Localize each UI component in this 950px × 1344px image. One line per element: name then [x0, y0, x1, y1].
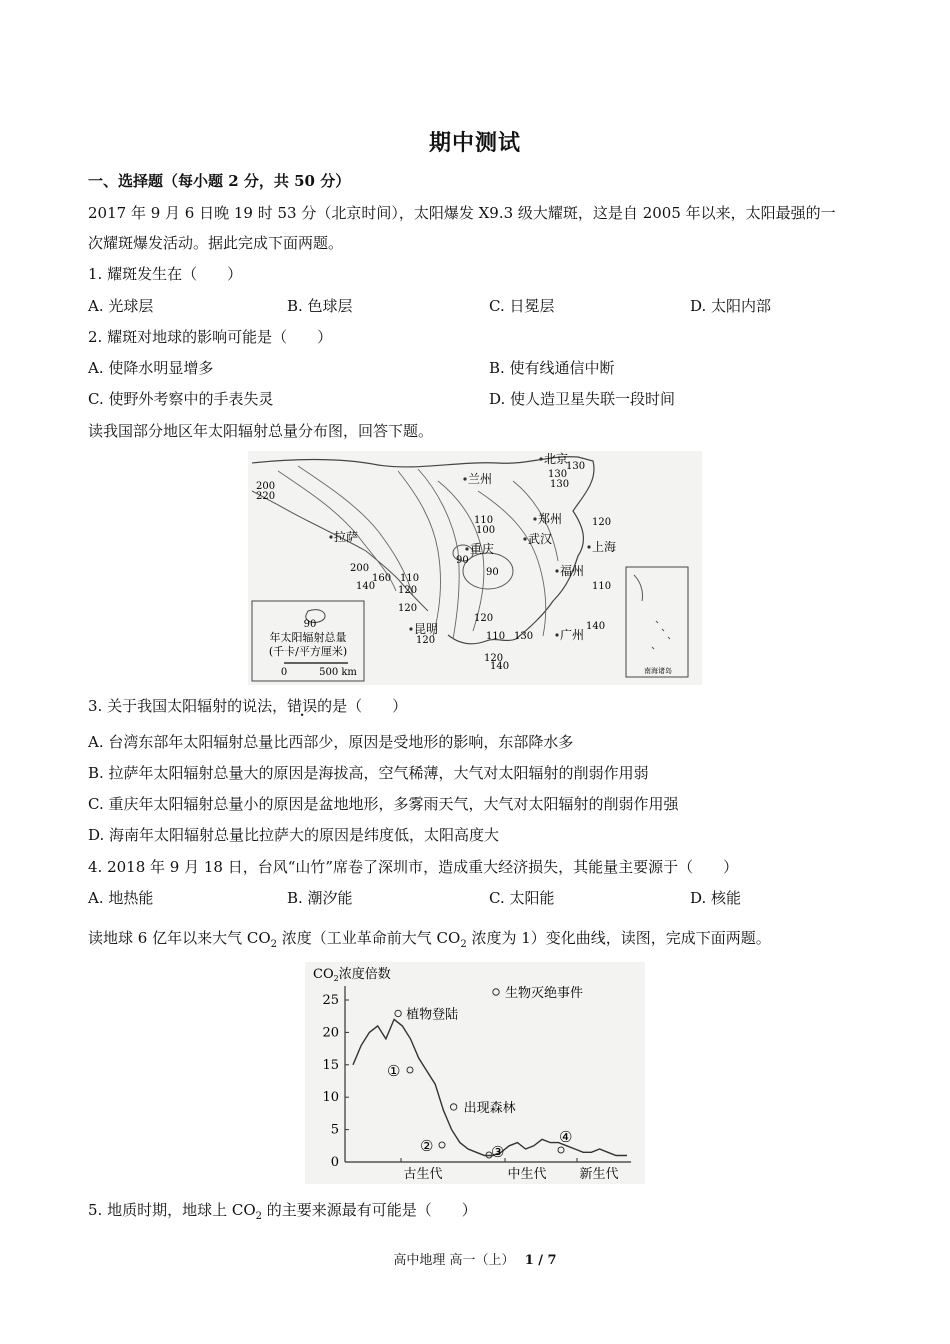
- map-contour-label: 140: [490, 661, 510, 672]
- map-contour-label: 160: [372, 573, 392, 584]
- option-b[interactable]: B. 使有线通信中断: [489, 359, 615, 377]
- marker-3: ③: [491, 1143, 505, 1161]
- question-5-stem: [88, 1200, 477, 1227]
- intro3-part1: 读地球 6 亿年以来大气 CO: [88, 929, 271, 947]
- scale-value: 500 km: [319, 667, 357, 678]
- section-heading: 一、选择题（每小题 2 分，共 50 分）: [88, 172, 351, 190]
- q5-sub: 2: [255, 1211, 262, 1222]
- map-contour-label: 130: [566, 461, 586, 472]
- annotation-forest: 出现森林: [463, 1100, 516, 1116]
- y-axis-label: $CO_2$浓度倍数: [313, 967, 391, 983]
- map-city-dot: [465, 547, 468, 550]
- map-city-dot: [329, 535, 332, 538]
- x-tick-label: 古生代: [403, 1167, 443, 1182]
- map-contour-label: 100: [476, 525, 496, 536]
- stem-prefix: 3. 关于我国太阳辐射的说法，: [88, 697, 288, 715]
- map-city-label: 郑州: [538, 512, 563, 526]
- question-1-stem: 1. 耀斑发生在（ ）: [88, 265, 243, 283]
- map-contour-label: 120: [398, 585, 418, 596]
- map-contour-label: 110: [474, 515, 494, 526]
- option-c[interactable]: C. 太阳能: [489, 889, 555, 907]
- intro-text-3: [88, 928, 771, 955]
- legend-label-1: 年太阳辐射总量: [269, 631, 347, 644]
- y-tick-label: 10: [322, 1090, 339, 1106]
- stem-suffix: 的是（ ）: [317, 697, 408, 715]
- y-tick-label: 5: [330, 1122, 339, 1138]
- map-contour-label: 130: [514, 631, 534, 642]
- question-4-stem: 4. 2018 年 9 月 18 日，台风“山竹”席卷了深圳市，造成重大经济损失，其能量主要源于（ ）: [88, 858, 739, 876]
- map-city-label: 兰州: [468, 472, 493, 486]
- x-tick-label: 中生代: [507, 1167, 547, 1182]
- map-city-label: 福州: [560, 564, 585, 578]
- y-tick-label: 25: [322, 993, 339, 1008]
- intro3-sub2: 2: [460, 939, 467, 950]
- map-city-label: 广州: [560, 628, 585, 642]
- map-contour-label: 120: [474, 613, 494, 624]
- option-a[interactable]: A. 使降水明显增多: [88, 359, 214, 377]
- intro3-sub1: 2: [270, 939, 277, 950]
- question-2-options-row1: [88, 358, 868, 378]
- inset-label: 南海诸岛: [644, 667, 672, 675]
- option-d[interactable]: D. 使人造卫星失联一段时间: [489, 390, 676, 408]
- intro3-part3: 浓度为 1）变化曲线，读图，完成下面两题。: [466, 929, 771, 947]
- co2-chart: [305, 962, 645, 1184]
- map-city-label: 昆明: [414, 622, 439, 636]
- y-tick-label: 20: [322, 1025, 339, 1041]
- x-tick-label: 新生代: [579, 1167, 619, 1182]
- intro-text-1: 2017 年 9 月 6 日晚 19 时 53 分（北京时间），太阳爆发 X9.3 级大耀斑，这是自 2005 年以来，太阳最强的一: [88, 204, 836, 222]
- y-tick-label: 15: [322, 1057, 339, 1073]
- question-3-stem: [88, 696, 407, 716]
- map-city-label: 重庆: [470, 542, 495, 556]
- map-city-dot: [587, 545, 590, 548]
- option-c[interactable]: C. 重庆年太阳辐射总量小的原因是盆地地形，多雾雨天气，大气对太阳辐射的削弱作用强: [88, 795, 679, 813]
- map-city-label: 北京: [544, 452, 569, 466]
- map-city-dot: [523, 537, 526, 540]
- map-contour-label: 120: [484, 653, 504, 664]
- map-city-dot: [533, 517, 536, 520]
- map-contour-label: 120: [398, 603, 418, 614]
- map-contour-label: 140: [356, 581, 376, 592]
- map-contour-label: 120: [416, 635, 436, 646]
- page-title: 期中测试: [428, 130, 521, 156]
- option-c[interactable]: C. 日冕层: [489, 297, 555, 315]
- map-city-dot: [555, 633, 558, 636]
- map-city-label: 拉萨: [334, 530, 359, 544]
- option-b[interactable]: B. 拉萨年太阳辐射总量大的原因是海拔高，空气稀薄，大气对太阳辐射的削弱作用弱: [88, 764, 649, 782]
- marker-1: ①: [387, 1062, 401, 1080]
- option-d[interactable]: D. 核能: [690, 889, 742, 907]
- q5-part1: 5. 地质时期，地球上 CO: [88, 1201, 256, 1219]
- map-svg: [248, 451, 702, 685]
- map-city-dot: [463, 477, 466, 480]
- intro-text-2: 读我国部分地区年太阳辐射总量分布图，回答下题。: [88, 422, 434, 440]
- map-contour-label: 110: [400, 573, 420, 584]
- question-2-options-row2: [88, 389, 868, 409]
- map-city-dot: [409, 627, 412, 630]
- scale-zero: 0: [280, 667, 288, 678]
- question-4-options: [88, 888, 868, 908]
- option-d[interactable]: D. 太阳内部: [690, 297, 772, 315]
- map-contour-label: 200: [256, 481, 276, 492]
- map-contour-label: 110: [592, 581, 612, 592]
- y-tick-label: 0: [330, 1155, 339, 1170]
- intro-text-1b: 次耀斑爆发活动。据此完成下面两题。: [88, 234, 344, 252]
- legend-label: 生物灭绝事件: [505, 986, 584, 1001]
- emphasis-word: 错误: [287, 697, 318, 715]
- marker-2: ②: [420, 1137, 434, 1155]
- map-contour-label: 90: [456, 555, 469, 566]
- map-city-label: 武汉: [528, 532, 553, 546]
- option-a[interactable]: A. 台湾东部年太阳辐射总量比西部少，原因是受地形的影响，东部降水多: [88, 733, 574, 751]
- map-contour-label: 130: [550, 479, 570, 490]
- map-contour-label: 140: [586, 621, 606, 632]
- map-city-label: 上海: [592, 540, 617, 554]
- map-contour-label: 130: [548, 469, 568, 480]
- option-d[interactable]: D. 海南年太阳辐射总量比拉萨大的原因是纬度低，太阳高度大: [88, 826, 500, 844]
- page-footer: [0, 1249, 950, 1268]
- annotation-plant-landing: 植物登陆: [406, 1007, 459, 1023]
- map-contour-label: 110: [486, 631, 506, 642]
- option-c[interactable]: C. 使野外考察中的手表失灵: [88, 390, 274, 408]
- intro3-part2: 浓度（工业革命前大气 CO: [277, 929, 461, 947]
- option-a[interactable]: A. 地热能: [88, 889, 154, 907]
- q5-part2: 的主要来源最有可能是（ ）: [262, 1201, 477, 1219]
- map-contour-label: 90: [486, 567, 499, 578]
- map-city-dot: [539, 457, 542, 460]
- solar-radiation-map: [248, 451, 702, 685]
- map-contour-label: 220: [256, 491, 276, 502]
- question-1-options: [88, 296, 868, 316]
- question-2-stem: 2. 耀斑对地球的影响可能是（ ）: [88, 328, 333, 346]
- option-a[interactable]: A. 光球层: [88, 297, 154, 315]
- footer-subject: 高中地理 高一（上）: [393, 1253, 515, 1268]
- co2-chart-svg: [305, 962, 645, 1184]
- legend-label-2: (千卡/平方厘米): [268, 645, 348, 658]
- marker-4: ④: [559, 1128, 573, 1146]
- map-contour-label: 200: [350, 563, 370, 574]
- legend-symbol-label: 90: [303, 619, 317, 630]
- map-city-dot: [555, 569, 558, 572]
- option-b[interactable]: B. 色球层: [287, 297, 353, 315]
- option-b[interactable]: B. 潮汐能: [287, 889, 353, 907]
- map-contour-label: 120: [592, 517, 612, 528]
- page-number: 1 / 7: [524, 1253, 557, 1268]
